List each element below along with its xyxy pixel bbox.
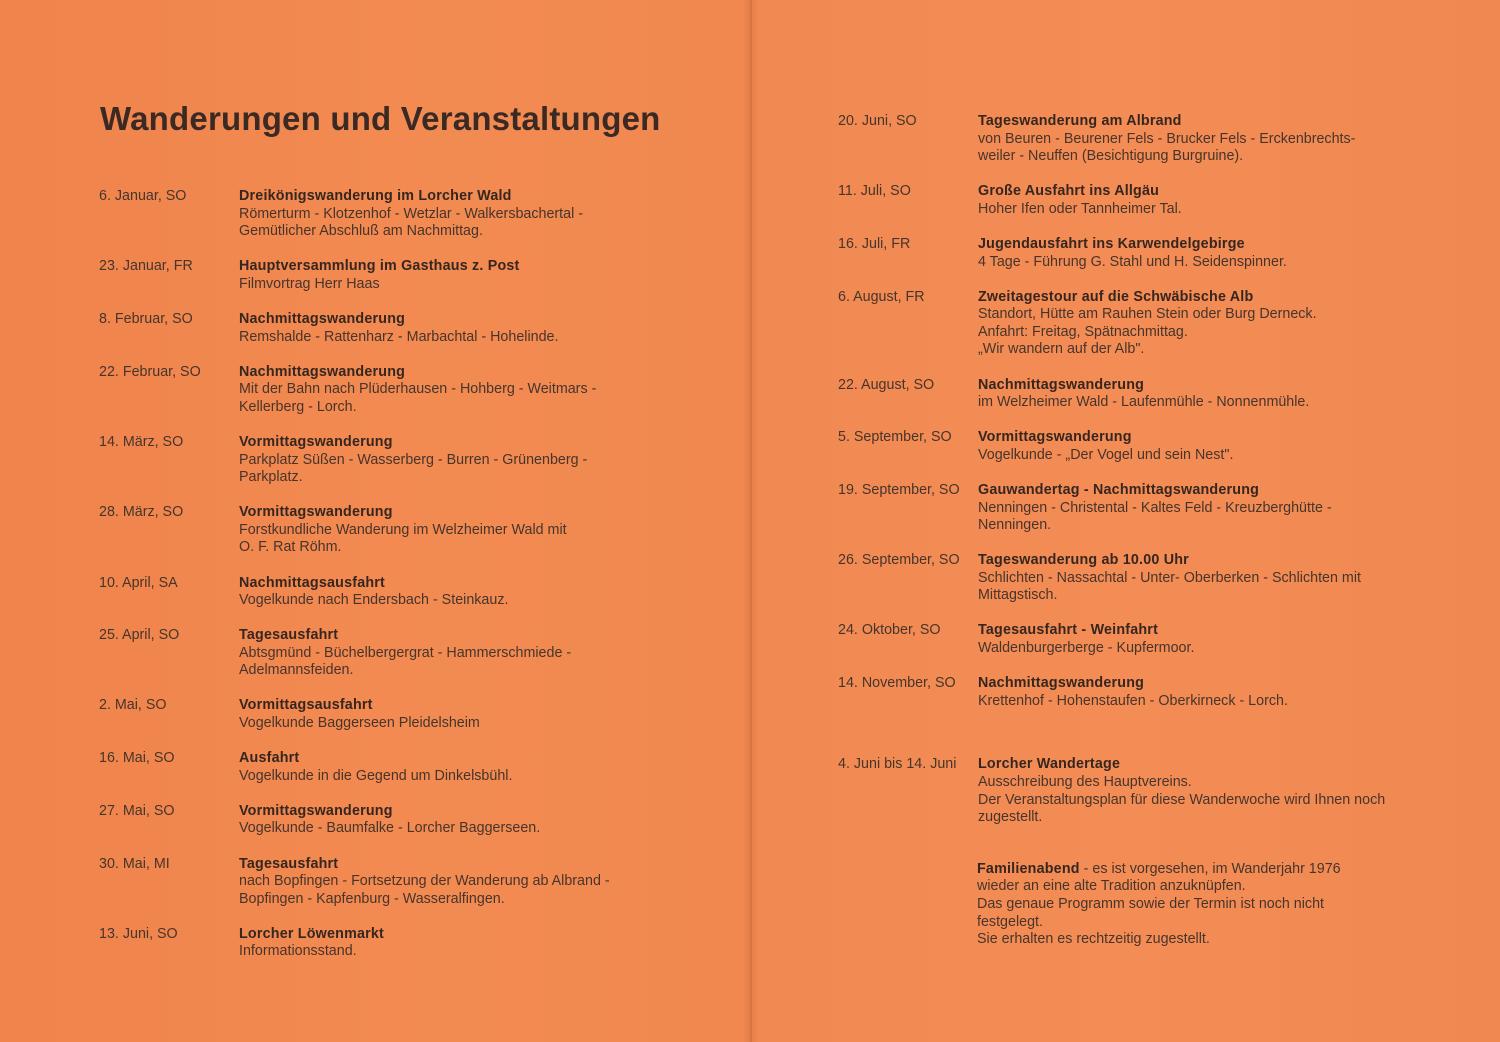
event-details <box>978 377 1468 412</box>
family-note-line: festgelegt. <box>977 913 1043 930</box>
family-note-line: Sie erhalten es rechtzeitig zugestellt. <box>977 931 1210 948</box>
event-row <box>99 803 699 838</box>
event-row <box>838 183 1468 218</box>
event-date: 16. Juli, FR <box>838 235 911 252</box>
event-date: 11. Juli, SO <box>838 183 911 200</box>
family-note-line: Das genaue Programm sowie der Termin ist noch nicht <box>977 895 1324 912</box>
event-title: Ausfahrt <box>239 750 300 767</box>
event-date: 10. April, SA <box>99 574 178 591</box>
event-row <box>99 364 699 417</box>
event-details <box>978 482 1468 535</box>
event-details <box>978 622 1468 657</box>
event-title: Nachmittagswanderung <box>239 310 406 327</box>
event-line: Filmvortrag Herr Haas <box>239 275 380 292</box>
event-details <box>239 364 699 417</box>
event-row <box>99 258 699 293</box>
event-title: Nachmittagswanderung <box>978 376 1145 393</box>
event-title: Tagesausfahrt <box>239 627 339 644</box>
event-title: Zweitagestour auf die Schwäbische Alb <box>978 288 1254 305</box>
event-date: 28. März, SO <box>99 504 184 521</box>
event-title: Nachmittagswanderung <box>978 675 1145 692</box>
family-note-intro: - es ist vorgesehen, im Wanderjahr 1976 <box>1079 860 1341 877</box>
event-row <box>838 622 1468 657</box>
event-details <box>239 697 699 732</box>
event-details <box>978 429 1468 464</box>
event-line: Römerturm - Klotzenhof - Wetzlar - Walkersbachertal - <box>239 205 584 222</box>
event-date: 13. Juni, SO <box>99 925 178 942</box>
event-details <box>978 675 1468 710</box>
event-line: Gemütlicher Abschluß am Nachmittag. <box>239 223 483 240</box>
event-details <box>239 750 699 785</box>
right-event-list <box>838 113 1468 710</box>
event-date: 26. September, SO <box>838 552 960 569</box>
event-line: Vogelkunde nach Endersbach - Steinkauz. <box>239 592 509 609</box>
event-details <box>239 926 699 961</box>
event-row <box>838 377 1468 412</box>
event-title: Nachmittagsausfahrt <box>239 574 386 591</box>
event-line: Adelmannsfeiden. <box>239 662 354 679</box>
event-line: Der Veranstaltungsplan für diese Wanderwoche wird Ihnen noch <box>978 791 1386 808</box>
event-line: nach Bopfingen - Fortsetzung der Wanderung ab Albrand - <box>239 873 610 890</box>
event-row <box>99 856 699 909</box>
left-event-list <box>99 188 699 979</box>
event-line: Mittagstisch. <box>978 587 1058 604</box>
event-details <box>978 183 1468 218</box>
event-row <box>99 434 699 487</box>
event-line: O. F. Rat Röhm. <box>239 539 342 556</box>
event-row <box>838 236 1468 271</box>
event-line: im Welzheimer Wald - Laufenmühle - Nonnenmühle. <box>978 394 1310 411</box>
event-date: 22. August, SO <box>838 376 935 393</box>
event-title: Dreikönigswanderung im Lorcher Wald <box>239 188 512 204</box>
event-row <box>99 575 699 610</box>
event-date: 5. September, SO <box>838 429 952 446</box>
event-title: Große Ausfahrt ins Allgäu <box>978 183 1160 200</box>
event-details <box>239 311 699 346</box>
event-row <box>838 113 1468 166</box>
event-title: Gauwandertag - Nachmittagswanderung <box>978 481 1260 498</box>
event-date: 27. Mai, SO <box>99 802 175 819</box>
right-event-column <box>838 113 1468 949</box>
event-title: Vormittagswanderung <box>239 802 393 819</box>
event-details <box>978 552 1468 605</box>
event-row <box>838 675 1468 710</box>
event-date: 8. Februar, SO <box>99 310 193 327</box>
event-line: Nenningen - Christental - Kaltes Feld - Kreuzberghütte - <box>978 499 1332 516</box>
event-line: Vogelkunde - Baumfalke - Lorcher Baggerseen. <box>239 820 541 837</box>
event-date: 2. Mai, SO <box>99 697 167 714</box>
event-title: Vormittagsausfahrt <box>239 697 373 714</box>
special-event <box>838 756 1468 826</box>
event-title: Vormittagswanderung <box>239 504 393 521</box>
event-date: 20. Juni, SO <box>838 113 917 129</box>
event-title: Tagesausfahrt - Weinfahrt <box>978 622 1159 639</box>
event-date: 6. Januar, SO <box>99 188 187 204</box>
event-date: 30. Mai, MI <box>99 855 170 872</box>
event-date: 22. Februar, SO <box>99 363 201 380</box>
event-details <box>239 434 699 487</box>
event-date: 14. November, SO <box>838 675 956 692</box>
event-title: Lorcher Löwenmarkt <box>239 925 385 942</box>
event-line: Forstkundliche Wanderung im Welzheimer Wald mit <box>239 521 567 538</box>
event-row <box>99 750 699 785</box>
event-line: von Beuren - Beurener Fels - Brucker Fels - Erckenbrechts- <box>978 130 1356 147</box>
event-row <box>99 697 699 732</box>
event-date: 25. April, SO <box>99 627 180 644</box>
event-row <box>99 926 699 961</box>
fold-crease <box>750 0 752 1042</box>
event-row <box>838 429 1468 464</box>
event-title: Vormittagswanderung <box>239 433 393 450</box>
event-line: Abtsgmünd - Büchelbergergrat - Hammerschmiede - <box>239 644 572 661</box>
event-date: 16. Mai, SO <box>99 750 175 767</box>
event-line: Standort, Hütte am Rauhen Stein oder Burg Derneck. <box>978 306 1317 323</box>
event-title: Tageswanderung ab 10.00 Uhr <box>978 552 1189 569</box>
event-title: Nachmittagswanderung <box>239 363 406 380</box>
event-details <box>239 504 699 557</box>
event-details <box>978 236 1468 271</box>
event-title: Jugendausfahrt ins Karwendelgebirge <box>978 235 1245 252</box>
event-date: 4. Juni bis 14. Juni <box>838 756 957 773</box>
event-date: 24. Oktober, SO <box>838 622 941 639</box>
event-row <box>838 289 1468 359</box>
event-row <box>838 482 1468 535</box>
event-line: Vogelkunde Baggerseen Pleidelsheim <box>239 715 480 732</box>
event-line: Schlichten - Nassachtal - Unter- Oberberken - Schlichten mit <box>978 569 1361 586</box>
event-details <box>978 113 1468 166</box>
event-details <box>978 756 1468 826</box>
event-row <box>99 188 699 241</box>
event-line: Parkplatz Süßen - Wasserberg - Burren - Grünenberg - <box>239 451 588 468</box>
event-line: „Wir wandern auf der Alb". <box>978 341 1145 358</box>
event-title: Tagesausfahrt <box>239 855 339 872</box>
family-evening-note <box>977 861 1468 949</box>
event-date: 6. August, FR <box>838 288 925 305</box>
event-details <box>978 289 1468 359</box>
event-row <box>99 311 699 346</box>
family-note-first-line <box>977 861 1468 879</box>
event-line: zugestellt. <box>978 809 1043 826</box>
event-line: Krettenhof - Hohenstaufen - Oberkirneck - Lorch. <box>978 692 1288 709</box>
family-note-line: wieder an eine alte Tradition anzuknüpfen. <box>977 878 1246 895</box>
event-title: Hauptversammlung im Gasthaus z. Post <box>239 258 520 275</box>
event-date: 19. September, SO <box>838 481 960 498</box>
event-details <box>239 803 699 838</box>
event-line: Informationsstand. <box>239 943 357 960</box>
event-line: weiler - Neuffen (Besichtigung Burgruine). <box>978 148 1244 165</box>
event-details <box>239 575 699 610</box>
event-line: Nenningen. <box>978 517 1052 534</box>
event-row <box>99 627 699 680</box>
event-row <box>838 552 1468 605</box>
event-details <box>239 627 699 680</box>
event-title: Lorcher Wandertage <box>978 756 1121 773</box>
event-line: Vogelkunde in die Gegend um Dinkelsbühl. <box>239 767 513 784</box>
event-date: 14. März, SO <box>99 433 184 450</box>
event-date: 23. Januar, FR <box>99 258 193 275</box>
event-details <box>239 188 699 241</box>
family-note-title: Familienabend <box>977 860 1080 877</box>
event-line: Remshalde - Rattenharz - Marbachtal - Hohelinde. <box>239 328 559 345</box>
event-line: Mit der Bahn nach Plüderhausen - Hohberg - Weitmars - <box>239 381 597 398</box>
event-line: Waldenburgerberge - Kupfermoor. <box>978 640 1195 657</box>
event-line: Hoher Ifen oder Tannheimer Tal. <box>978 200 1182 217</box>
event-title: Vormittagswanderung <box>978 429 1132 446</box>
event-row <box>99 504 699 557</box>
event-details <box>239 258 699 293</box>
event-details <box>239 856 699 909</box>
event-line: Bopfingen - Kapfenburg - Wasseralfingen. <box>239 890 505 907</box>
event-line: Parkplatz. <box>239 469 303 486</box>
event-line: 4 Tage - Führung G. Stahl und H. Seidenspinner. <box>978 253 1287 270</box>
page-title: Wanderungen und Veranstaltungen <box>100 100 661 137</box>
event-line: Anfahrt: Freitag, Spätnachmittag. <box>978 323 1188 340</box>
event-line: Kellerberg - Lorch. <box>239 398 357 415</box>
event-title: Tageswanderung am Albrand <box>978 113 1182 129</box>
event-line: Vogelkunde - „Der Vogel und sein Nest". <box>978 446 1234 463</box>
event-line: Ausschreibung des Hauptvereins. <box>978 773 1192 790</box>
